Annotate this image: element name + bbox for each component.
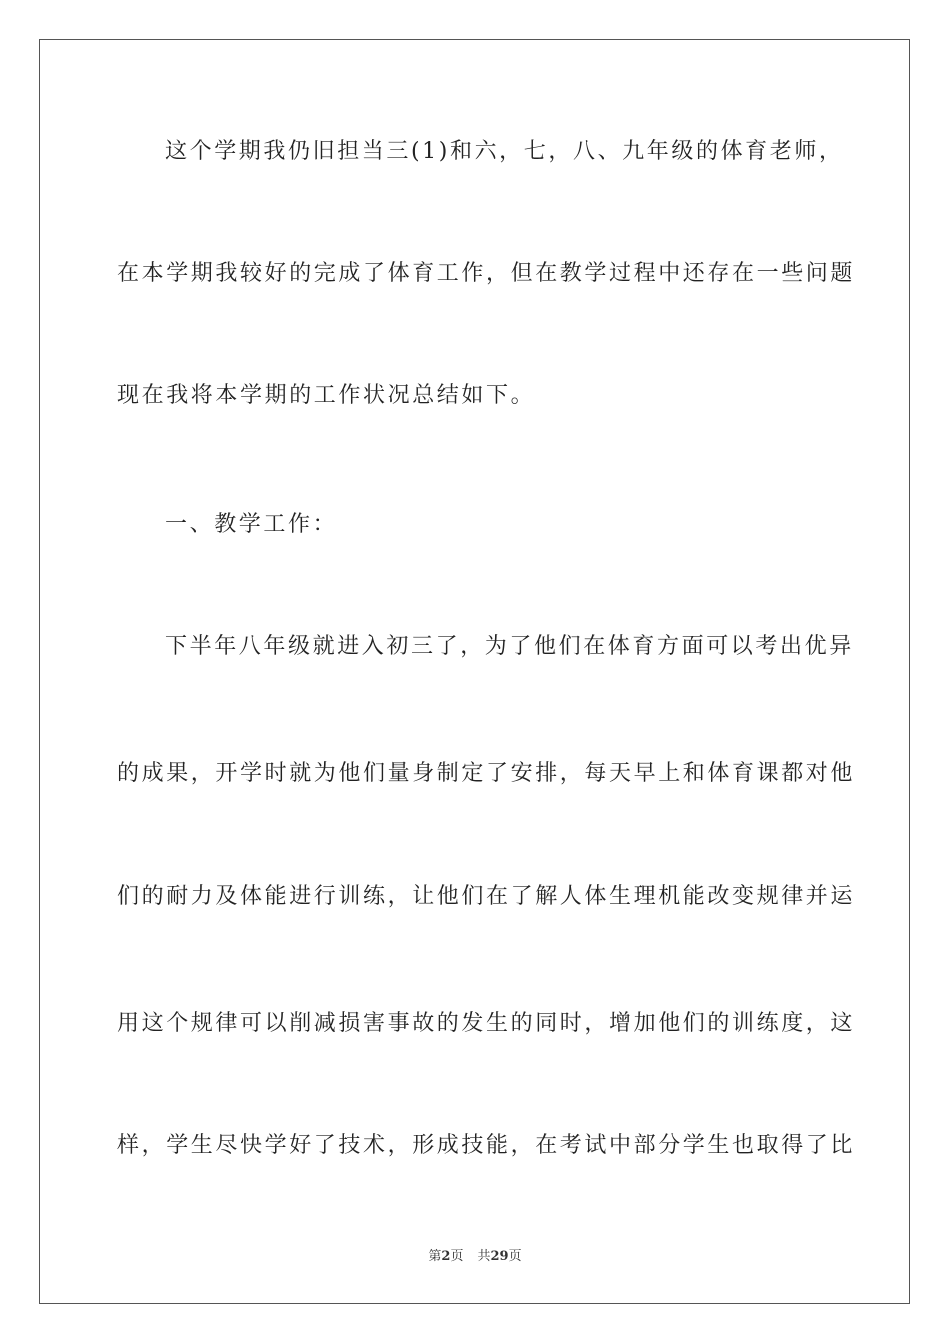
footer-total-pages: 29 bbox=[490, 1249, 509, 1264]
footer-page-prefix: 第 bbox=[428, 1249, 442, 1264]
footer-total-suffix: 页 bbox=[508, 1249, 522, 1264]
footer-page-suffix: 页 bbox=[450, 1249, 464, 1264]
body-line-9: 样，学生尽快学好了技术，形成技能，在考试中部分学生也取得了比 bbox=[117, 1133, 856, 1158]
body-line-1: 这个学期我仍旧担当三(1)和六，七，八、九年级的体育老师， bbox=[165, 139, 844, 164]
footer-total-prefix: 共 bbox=[477, 1249, 491, 1264]
body-line-5: 下半年八年级就进入初三了，为了他们在体育方面可以考出优异 bbox=[165, 634, 854, 659]
body-line-6: 的成果，开学时就为他们量身制定了安排，每天早上和体育课都对他 bbox=[117, 761, 856, 786]
body-line-8: 用这个规律可以削减损害事故的发生的同时，增加他们的训练度，这 bbox=[117, 1011, 856, 1036]
section-heading: 一、教学工作： bbox=[165, 512, 338, 537]
footer-page-number: 2 bbox=[441, 1249, 451, 1264]
body-line-3: 现在我将本学期的工作状况总结如下。 bbox=[117, 383, 536, 408]
page-footer bbox=[0, 1248, 950, 1266]
body-line-7: 们的耐力及体能进行训练，让他们在了解人体生理机能改变规律并运 bbox=[117, 884, 856, 909]
page-frame bbox=[39, 39, 910, 1304]
body-line-2: 在本学期我较好的完成了体育工作，但在教学过程中还存在一些问题 bbox=[117, 261, 856, 286]
